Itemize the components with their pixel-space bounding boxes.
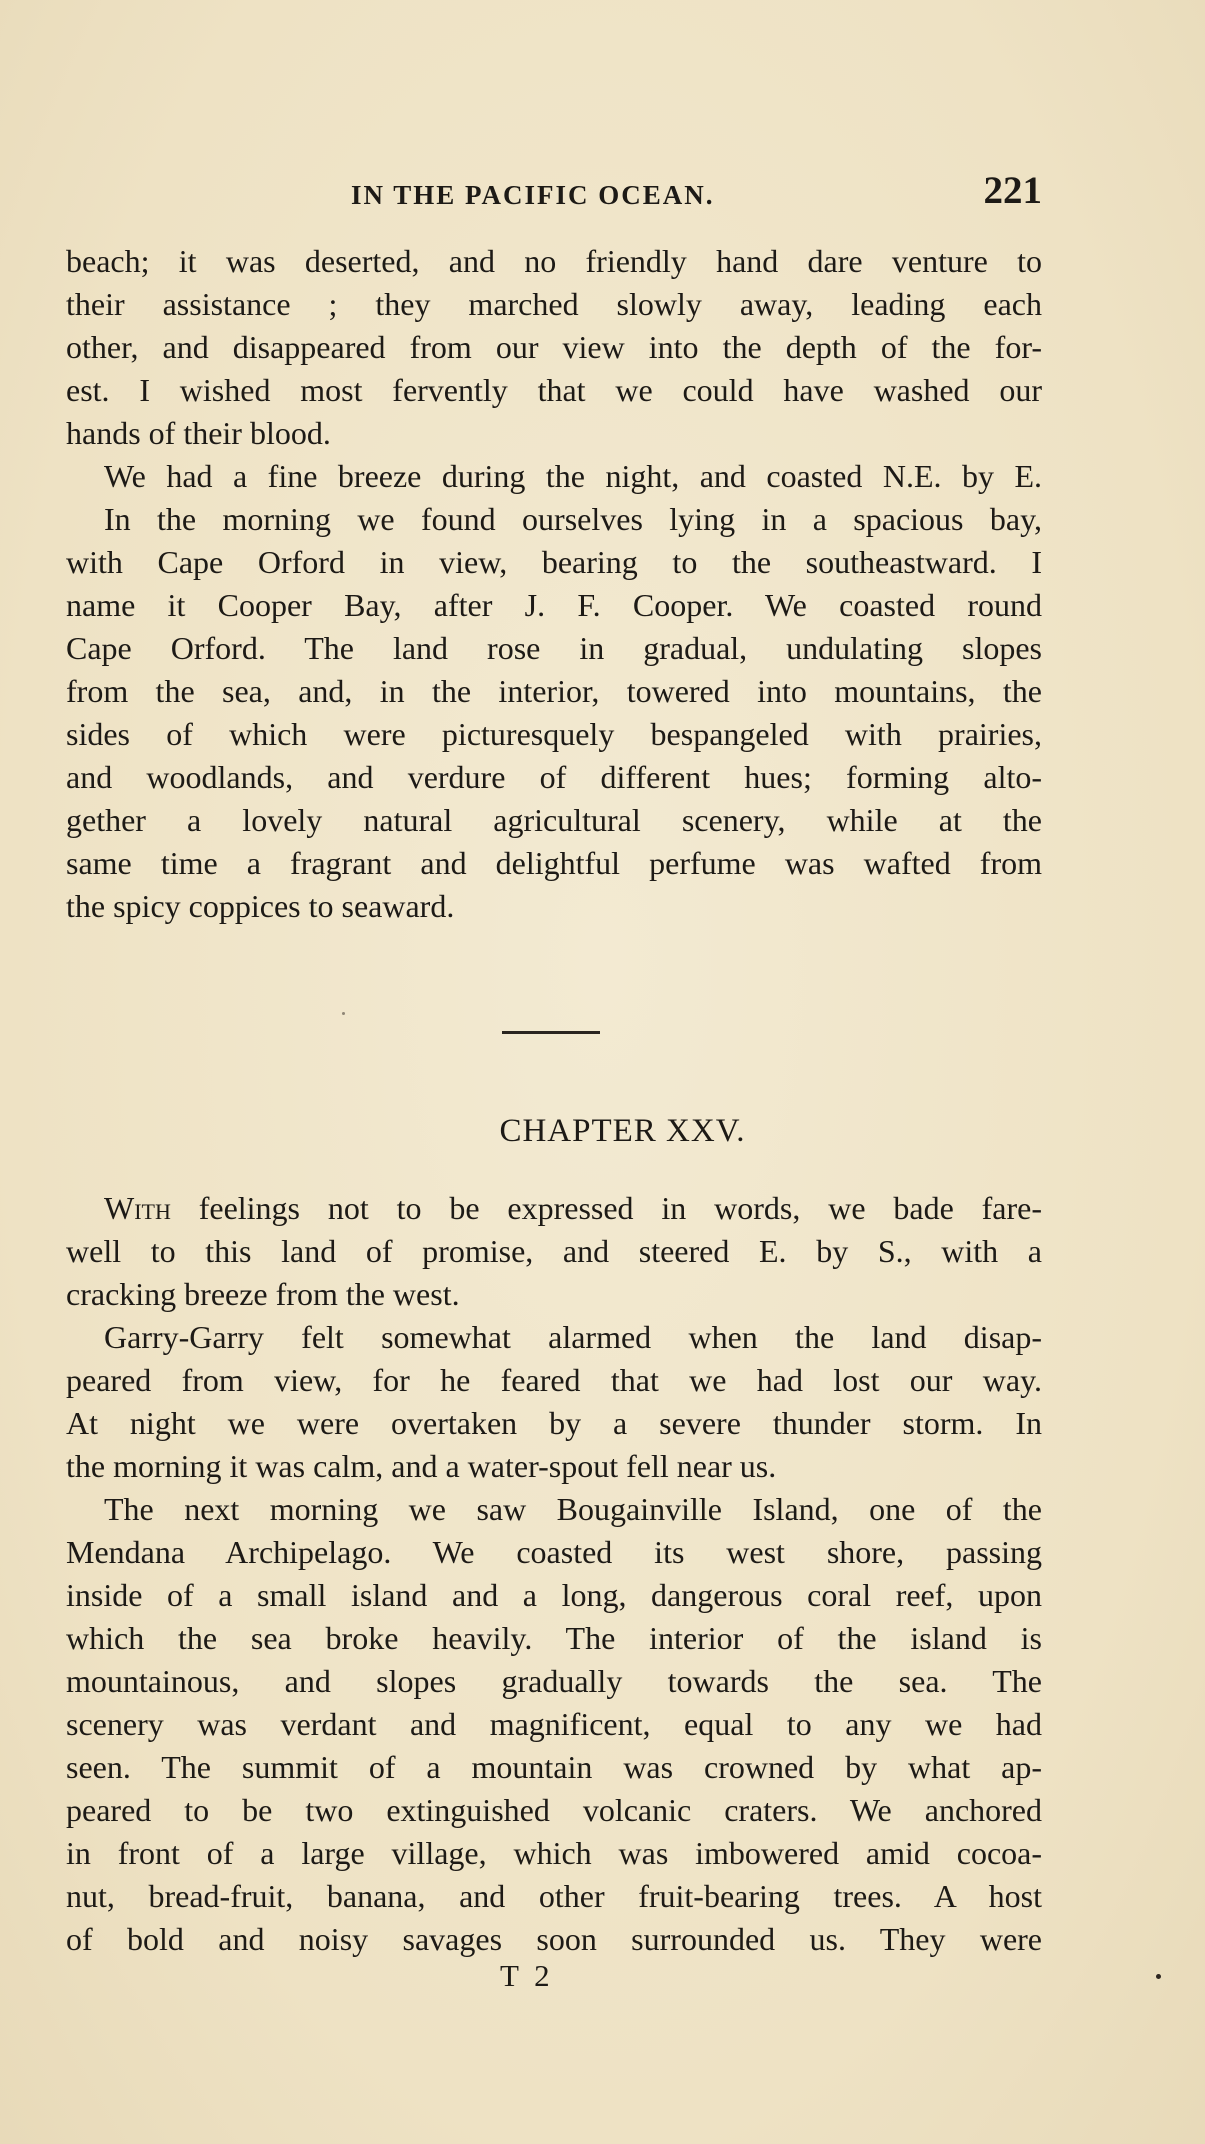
paragraph-3: [66, 498, 1042, 928]
section-divider-rule: [502, 1031, 600, 1034]
text-line: well to this land of promise, and steered E. by S., with a: [66, 1233, 1042, 1269]
text-line: the spicy coppices to seaward.: [66, 888, 455, 924]
chapter-title: CHAPTER XXV.: [499, 1113, 746, 1149]
paragraph-2: [66, 455, 1042, 498]
text-line: in front of a large village, which was imbowered amid cocoa-: [66, 1835, 1042, 1871]
text-line: cracking breeze from the west.: [66, 1276, 460, 1312]
text-line: beach; it was deserted, and no friendly hand dare venture to: [66, 243, 1042, 279]
text-line: At night we were overtaken by a severe thunder storm. In: [66, 1405, 1042, 1441]
text-line: same time a fragrant and delightful perfume was wafted from: [66, 845, 1042, 881]
text-line: from the sea, and, in the interior, towered into mountains, the: [66, 673, 1042, 709]
text-line: scenery was verdant and magnificent, equal to any we had: [66, 1706, 1042, 1742]
text-line: sides of which were picturesquely bespangeled with prairies,: [66, 716, 1042, 752]
text-line: hands of their blood.: [66, 415, 331, 451]
text-line: Mendana Archipelago. We coasted its west shore, passing: [66, 1534, 1042, 1570]
ink-speck: [342, 1012, 345, 1015]
text-line: and woodlands, and verdure of different hues; forming alto-: [66, 759, 1042, 795]
text-line: other, and disappeared from our view into the depth of the for-: [66, 329, 1042, 365]
text-line: peared to be two extinguished volcanic craters. We anchored: [66, 1792, 1042, 1828]
text-line: with Cape Orford in view, bearing to the southeastward. I: [66, 544, 1042, 580]
paragraph-5: [66, 1316, 1042, 1488]
text-line: of bold and noisy savages soon surrounded us. They were: [66, 1921, 1042, 1957]
text-line: gether a lovely natural agricultural scenery, while at the: [66, 802, 1042, 838]
text-line: nut, bread-fruit, banana, and other fruit-bearing trees. A host: [66, 1878, 1042, 1914]
signature-mark: T 2: [500, 1958, 554, 1993]
text-line: their assistance ; they marched slowly away, leading each: [66, 286, 1042, 322]
text-line: The next morning we saw Bougainville Island, one of the: [104, 1491, 1042, 1527]
page-number: 221: [983, 169, 1042, 212]
text-line: mountainous, and slopes gradually towards the sea. The: [66, 1663, 1042, 1699]
paragraph-1: [66, 240, 1042, 455]
ink-speck: [1156, 1974, 1161, 1979]
opening-line-rest: feelings not to be expressed in words, we bade fare-: [170, 1190, 1042, 1226]
text-line: We had a fine breeze during the night, and coasted N.E. by E.: [104, 458, 1042, 494]
text-line: peared from view, for he feared that we had lost our way.: [66, 1362, 1042, 1398]
text-line: Garry-Garry felt somewhat alarmed when the land disap-: [104, 1319, 1042, 1355]
paragraph-6: [66, 1488, 1042, 1961]
text-line: Cape Orford. The land rose in gradual, undulating slopes: [66, 630, 1042, 666]
text-line: est. I wished most fervently that we could have washed our: [66, 372, 1042, 408]
opening-word: With: [104, 1190, 171, 1226]
text-line: which the sea broke heavily. The interior of the island is: [66, 1620, 1042, 1656]
text-line: In the morning we found ourselves lying in a spacious bay,: [104, 501, 1042, 537]
running-head: IN THE PACIFIC OCEAN.: [351, 180, 715, 210]
paragraph-4: [66, 1187, 1042, 1316]
text-line: name it Cooper Bay, after J. F. Cooper. We coasted round: [66, 587, 1042, 623]
text-line: seen. The summit of a mountain was crowned by what ap-: [66, 1749, 1042, 1785]
page-header: [66, 168, 1042, 218]
text-line: the morning it was calm, and a water-spout fell near us.: [66, 1448, 777, 1484]
text-line: inside of a small island and a long, dangerous coral reef, upon: [66, 1577, 1042, 1613]
text-line-opening: [66, 1187, 1042, 1230]
